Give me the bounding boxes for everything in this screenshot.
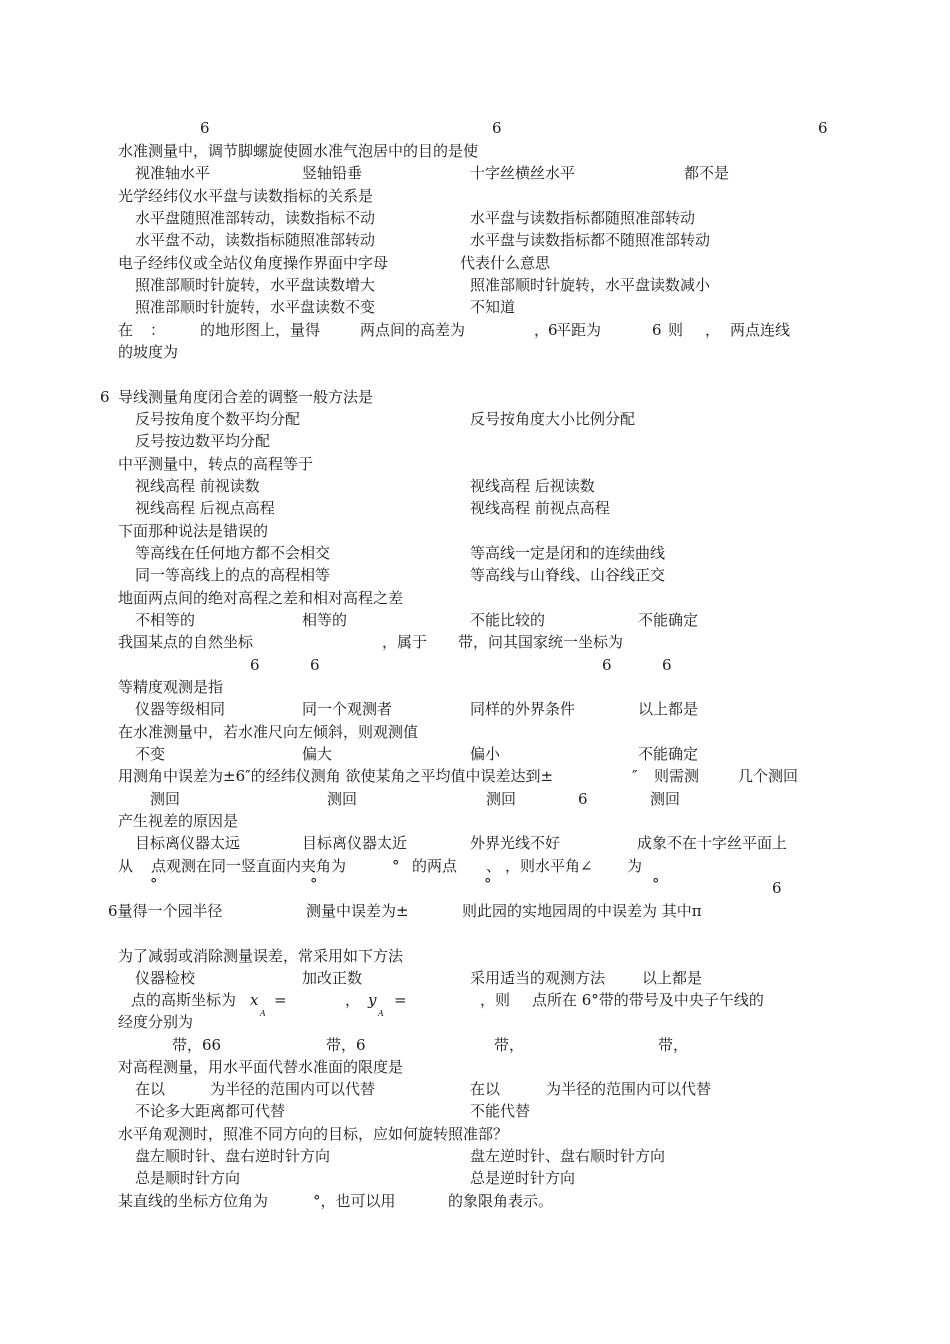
question-stem: ，则 bbox=[480, 991, 511, 1009]
option: 不相等的 bbox=[135, 611, 196, 629]
stray-digit: 6 bbox=[662, 656, 672, 674]
question-stem: 中平测量中，转点的高程等于 bbox=[118, 455, 314, 473]
stray-digit: 6 bbox=[818, 119, 828, 137]
option: 反号按边数平均分配 bbox=[135, 432, 271, 450]
option: ° bbox=[484, 875, 492, 893]
question-stem: 平距为 bbox=[556, 321, 602, 339]
option: 偏大 bbox=[302, 745, 333, 763]
question-stem: 我国某点的自然坐标 bbox=[118, 633, 254, 651]
option: 视线高程 后视读数 bbox=[470, 477, 595, 495]
option: 以上都是 bbox=[638, 700, 699, 718]
question-stem: ，属于 bbox=[382, 633, 428, 651]
option: 反号按角度大小比例分配 bbox=[470, 410, 636, 428]
question-stem: ″ bbox=[632, 767, 638, 785]
question-stem: 点的高斯坐标为 bbox=[131, 991, 237, 1009]
question-stem: ， bbox=[705, 321, 721, 339]
option: 仪器检校 bbox=[135, 969, 196, 987]
question-stem: = bbox=[394, 991, 407, 1009]
stray-digit: 6 bbox=[310, 656, 320, 674]
question-stem: 电子经纬仪或全站仪角度操作界面中字母 bbox=[118, 254, 389, 272]
question-stem: 对高程测量，用水平面代替水准面的限度是 bbox=[118, 1058, 404, 1076]
option: 带， bbox=[494, 1036, 525, 1054]
stray-digit: 6 bbox=[652, 321, 662, 339]
stray-digit: 6 bbox=[200, 119, 210, 137]
math-variable: x bbox=[250, 991, 259, 1009]
question-stem: 下面那种说法是错误的 bbox=[118, 522, 269, 540]
option: 同一等高线上的点的高程相等 bbox=[135, 566, 331, 584]
question-stem: 水平角观测时，照准不同方向的目标，应如何旋转照准部？ bbox=[118, 1125, 509, 1143]
question-stem: °，也可以用 bbox=[313, 1192, 396, 1210]
question-stem: 为 bbox=[627, 857, 643, 875]
option: 视线高程 前视点高程 bbox=[470, 499, 610, 517]
option: 水平盘与读数指标都随照准部转动 bbox=[470, 209, 696, 227]
question-stem: 导线测量角度闭合差的调整一般方法是 bbox=[118, 388, 374, 406]
option: 视准轴水平 bbox=[135, 164, 211, 182]
question-stem: 点观测在同一竖直面内夹角为 bbox=[151, 857, 347, 875]
option: 总是顺时针方向 bbox=[135, 1169, 241, 1187]
option: 不能确定 bbox=[638, 611, 699, 629]
option: 不能代替 bbox=[470, 1102, 531, 1120]
question-stem: 水准测量中，调节脚螺旋使圆水准气泡居中的目的是使 bbox=[118, 142, 479, 160]
question-stem: ， bbox=[345, 991, 361, 1009]
question-stem: 则 bbox=[668, 321, 684, 339]
stray-digit: 6 bbox=[578, 790, 588, 808]
option: 外界光线不好 bbox=[470, 834, 561, 852]
option: 带，66 bbox=[172, 1036, 222, 1054]
option: 水平盘与读数指标都不随照准部转动 bbox=[470, 231, 711, 249]
question-stem: 为了减弱或消除测量误差，常采用如下方法 bbox=[118, 947, 404, 965]
math-variable: y bbox=[368, 991, 377, 1009]
stray-digit: 6 bbox=[548, 321, 558, 339]
question-stem: 、 bbox=[486, 857, 502, 875]
option: 视线高程 前视读数 bbox=[135, 477, 260, 495]
option: 盘左顺时针、盘右逆时针方向 bbox=[135, 1147, 331, 1165]
question-stem: 等精度观测是指 bbox=[118, 678, 224, 696]
option: 水平盘随照准部转动，读数指标不动 bbox=[135, 209, 376, 227]
stray-digit: 6 bbox=[492, 119, 502, 137]
option: 照准部顺时针旋转，水平盘读数不变 bbox=[135, 298, 376, 316]
option: 采用适当的观测方法 bbox=[470, 969, 606, 987]
option: 总是逆时针方向 bbox=[470, 1169, 576, 1187]
question-stem: 的坡度为 bbox=[118, 343, 179, 361]
question-stem: 则需测 bbox=[654, 767, 700, 785]
option: 不能比较的 bbox=[470, 611, 546, 629]
question-stem: 几个测回 bbox=[738, 767, 799, 785]
option: 照准部顺时针旋转，水平盘读数减小 bbox=[470, 276, 711, 294]
option: 都不是 bbox=[684, 164, 730, 182]
question-stem: 的地形图上，量得 bbox=[200, 321, 321, 339]
question-stem: 两点连线 bbox=[730, 321, 791, 339]
question-stem: 则此园的实地园周的中误差为 其中π bbox=[462, 902, 702, 920]
question-stem: 光学经纬仪水平盘与读数指标的关系是 bbox=[118, 187, 374, 205]
option: 在以 bbox=[470, 1080, 501, 1098]
option: 测回 bbox=[150, 790, 181, 808]
option: 水平盘不动，读数指标随照准部转动 bbox=[135, 231, 376, 249]
question-stem: 的两点 bbox=[412, 857, 458, 875]
math-subscript: A bbox=[378, 1009, 384, 1018]
question-stem: 6量得一个园半径 bbox=[108, 902, 223, 920]
question-stem: ， bbox=[534, 321, 550, 339]
option: 等高线一定是闭和的连续曲线 bbox=[470, 544, 666, 562]
question-stem: 用测角中误差为±6″的经纬仪测角 欲使某角之平均值中误差达到± bbox=[118, 767, 554, 785]
question-stem: 在 bbox=[118, 321, 134, 339]
question-stem: ° bbox=[392, 857, 400, 875]
option: 十字丝横丝水平 bbox=[470, 164, 576, 182]
option: 不论多大距离都可代替 bbox=[135, 1102, 286, 1120]
option: 测回 bbox=[650, 790, 681, 808]
option: 为半径的范围内可以代替 bbox=[210, 1080, 376, 1098]
option: 为半径的范围内可以代替 bbox=[546, 1080, 712, 1098]
option: 照准部顺时针旋转，水平盘读数增大 bbox=[135, 276, 376, 294]
question-stem: ，则水平角∠ bbox=[505, 857, 593, 875]
option: ° bbox=[652, 875, 660, 893]
option: ° bbox=[310, 875, 318, 893]
stray-digit: 6 bbox=[602, 656, 612, 674]
option: 不能确定 bbox=[638, 745, 699, 763]
option: 在以 bbox=[135, 1080, 166, 1098]
option: 测回 bbox=[486, 790, 517, 808]
question-stem: 在水准测量中，若水准尺向左倾斜，则观测值 bbox=[118, 723, 419, 741]
question-stem: 某直线的坐标方位角为 bbox=[118, 1192, 269, 1210]
option: 盘左逆时针、盘右顺时针方向 bbox=[470, 1147, 666, 1165]
question-stem: 测量中误差为± bbox=[306, 902, 409, 920]
question-stem: 产生视差的原因是 bbox=[118, 812, 239, 830]
option: 目标离仪器太近 bbox=[302, 834, 408, 852]
question-stem: 地面两点间的绝对高程之差和相对高程之差 bbox=[118, 589, 404, 607]
option: 等高线与山脊线、山谷线正交 bbox=[470, 566, 666, 584]
option: 带，6 bbox=[326, 1036, 366, 1054]
option: 以上都是 bbox=[642, 969, 703, 987]
question-stem: = bbox=[274, 991, 287, 1009]
stray-digit: 6 bbox=[250, 656, 260, 674]
question-stem: 从 bbox=[118, 857, 134, 875]
option: 同样的外界条件 bbox=[470, 700, 576, 718]
option: 竖轴铅垂 bbox=[302, 164, 363, 182]
option: 视线高程 后视点高程 bbox=[135, 499, 275, 517]
question-stem: ： bbox=[150, 321, 166, 339]
option: 加改正数 bbox=[302, 969, 363, 987]
option: 相等的 bbox=[302, 611, 348, 629]
option: ° bbox=[150, 875, 158, 893]
question-stem: 代表什么意思 bbox=[460, 254, 551, 272]
question-stem: 经度分别为 bbox=[118, 1013, 194, 1031]
option: 带， bbox=[658, 1036, 689, 1054]
option: 不知道 bbox=[470, 298, 516, 316]
option: 偏小 bbox=[470, 745, 501, 763]
option: 测回 bbox=[327, 790, 358, 808]
question-stem: 点所在 6°带的带号及中央子午线的 bbox=[532, 991, 764, 1009]
math-subscript: A bbox=[260, 1009, 266, 1018]
question-stem: 两点间的高差为 bbox=[360, 321, 466, 339]
question-stem: 带，问其国家统一坐标为 bbox=[458, 633, 624, 651]
option: 成象不在十字丝平面上 bbox=[637, 834, 788, 852]
stray-digit: 6 bbox=[772, 879, 782, 897]
option: 同一个观测者 bbox=[302, 700, 393, 718]
option: 不变 bbox=[135, 745, 166, 763]
question-stem: 的象限角表示。 bbox=[448, 1192, 554, 1210]
option: 反号按角度个数平均分配 bbox=[135, 410, 301, 428]
option: 等高线在任何地方都不会相交 bbox=[135, 544, 331, 562]
option: 目标离仪器太远 bbox=[135, 834, 241, 852]
stray-digit: 6 bbox=[100, 388, 110, 406]
option: 仪器等级相同 bbox=[135, 700, 226, 718]
